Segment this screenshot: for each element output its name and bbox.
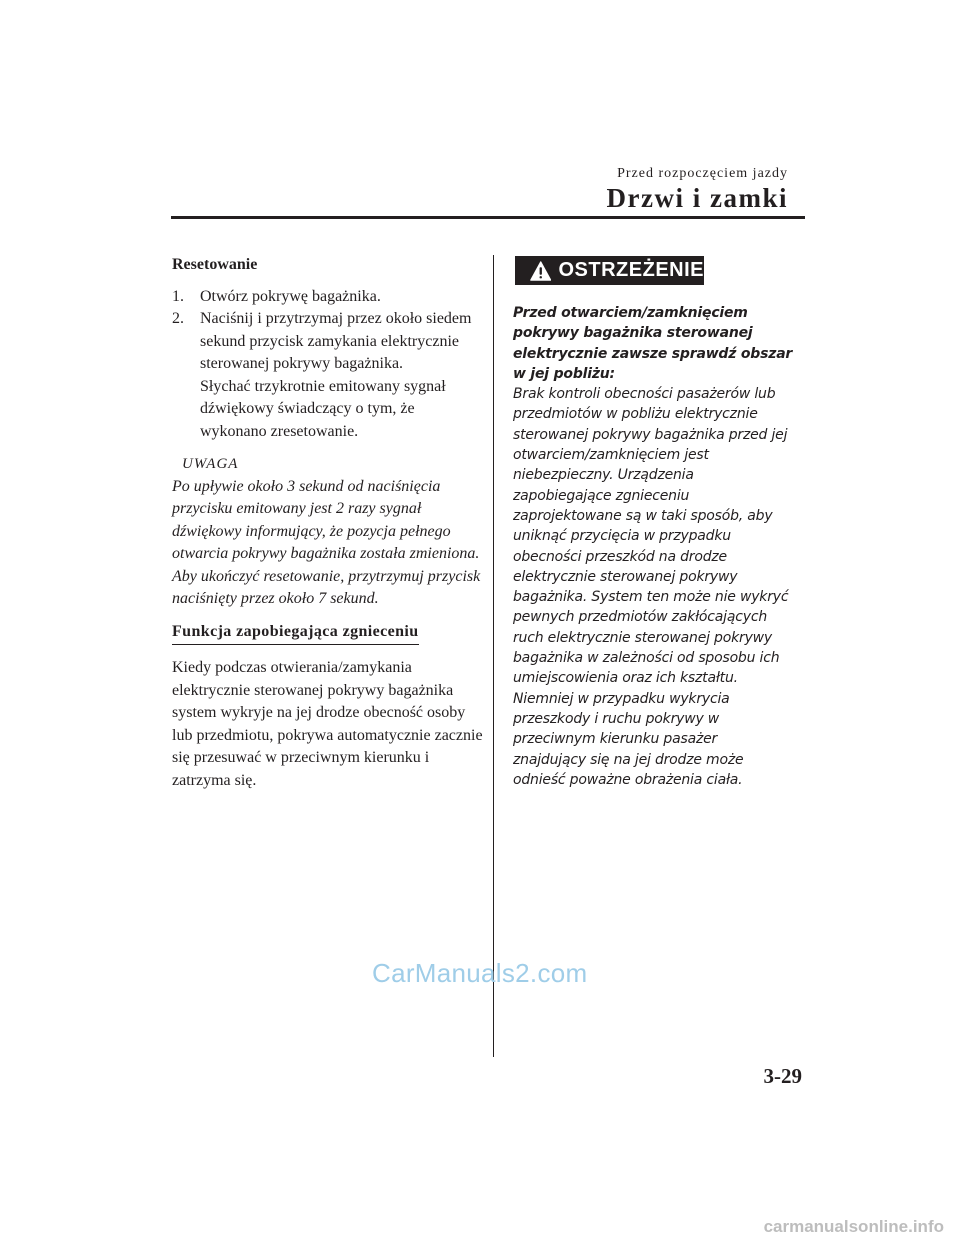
anti-pinch-heading: Funkcja zapobiegająca zgnieceniu xyxy=(172,621,419,646)
step-number: 2. xyxy=(172,310,184,327)
page-number: 3-29 xyxy=(763,1064,802,1088)
warning-body xyxy=(513,303,793,790)
step-number: 1. xyxy=(172,287,184,305)
warning-text: Brak kontroli obecności pasażerów lub przedmiotów w pobliżu elektrycznie sterowanej pokrywy bagażnika przed jej otwarciem/zamknięciem jest niebezpieczny. Urządzenia zapobiegające zgnieceniu zaprojektowane są w taki sposób, aby uniknąć przycięcia w przypadku obecności przeszkód na drodze elektrycznie sterowanej pokrywy bagażnika. System ten może nie wykryć pewnych przedmiotów zakłócających ruch elektrycznie sterowanej pokrywy bagażnika w zależności od sposobu ich umiejscowienia oraz ich kształtu. Niemniej w przypadku wykrycia przeszkody i ruchu pokrywy w przeciwnym kierunku pasażer znajdujący się na jej drodze może odnieść poważne obrażenia ciała. xyxy=(513,386,789,788)
reset-steps xyxy=(172,286,484,444)
column-divider xyxy=(493,255,494,1057)
list-item xyxy=(172,286,484,309)
warning-label: OSTRZEŻENIE xyxy=(558,259,704,281)
warning-headline: Przed otwarciem/zamknięciem pokrywy bagażnika sterowanej elektrycznie zawsze sprawdź obszar w jej pobliżu: xyxy=(513,305,793,382)
watermark: CarManuals2.com xyxy=(372,958,588,988)
header-rule xyxy=(171,216,805,219)
step-result: Słychać trzykrotnie emitowany sygnał dźwiękowy świadczący o tym, że wykonano zresetowanie. xyxy=(200,377,446,440)
note-text: Po upływie około 3 sekund od naciśnięcia przycisku emitowany jest 2 razy sygnał dźwiękowy informujący, że pozycja pełnego otwarcia pokrywy bagażnika została zmieniona. Aby ukończyć resetowanie, przytrzymuj przycisk naciśnięty przez około 7 sekund. xyxy=(172,477,481,607)
warning-triangle-icon xyxy=(530,259,551,283)
reset-heading: Resetowanie xyxy=(172,256,258,273)
list-item xyxy=(172,308,484,443)
step-text: Naciśnij i przytrzymaj przez około siedem sekund przycisk zamykania elektrycznie sterowanej pokrywy bagażnika. xyxy=(200,310,472,372)
step-text: Otwórz pokrywę bagażnika. xyxy=(200,287,381,305)
warning-banner xyxy=(515,256,704,285)
anti-pinch-text: Kiedy podczas otwierania/zamykania elektrycznie sterowanej pokrywy bagażnika system wykryje na jej drodze obecność osoby lub przedmiotu, pokrywa automatycznie zacznie się przesuwać w przeciwnym kierunku i zatrzyma się. xyxy=(172,659,483,789)
note-label: UWAGA xyxy=(182,456,239,472)
section-title: Drzwi i zamki xyxy=(606,183,788,213)
left-column xyxy=(172,254,484,792)
chapter-title: Przed rozpoczęciem jazdy xyxy=(617,166,788,181)
footer-site: carmanualsonline.info xyxy=(763,1217,944,1236)
